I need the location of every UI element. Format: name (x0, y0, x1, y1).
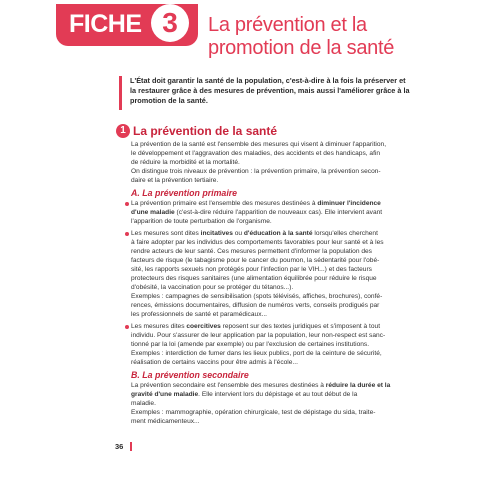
paragraph-line: à faire adopter par les individus des comportements favorables pour leur santé et à les (131, 239, 384, 246)
intro-line: promotion de la santé. (130, 96, 208, 105)
paragraph-line: La prévention secondaire est l'ensemble des mesures destinées à réduire la durée et la (131, 382, 391, 389)
fiche-number-badge: 3 (151, 4, 189, 42)
paragraph-line: sité, les rapports sexuels non protégés pour l'infection par le VIH...) et des facteurs (131, 266, 372, 273)
paragraph-line: protecteurs des risques sanitaires (une alimentation équilibrée pour réduire le risque (131, 275, 377, 282)
page-number-divider (130, 442, 132, 451)
paragraph-line: l'apparition de toute perturbation de l'organisme. (131, 218, 272, 225)
paragraph-line: Exemples : mammographie, opération chirurgicale, test de dépistage du sida, traite- (131, 409, 376, 416)
paragraph-line: ment médicamenteux... (131, 418, 200, 425)
section-number-badge: 1 (116, 124, 130, 138)
paragraph-line: tionné par la loi (amende par exemple) ou par l'exclusion de certaines institutions. (131, 341, 370, 348)
paragraph-line: d'obésité, la vaccination pour se protéger du tétanos...). (131, 284, 294, 291)
paragraph-line: d'une maladie (c'est-à-dire réduire l'apparition de nouveaux cas). Elle intervient avant (131, 209, 383, 216)
intro-line: la restaurer grâce à des mesures de prévention, mais aussi l'améliorer grâce à la (130, 86, 410, 95)
intro-accent-bar (119, 76, 122, 110)
subsection-title-b: B. La prévention secondaire (131, 370, 249, 380)
paragraph-line: réalisation de certains vaccins pour être admis à l'école... (131, 359, 298, 366)
paragraph-line: maladie. (131, 400, 156, 407)
paragraph-line: Les mesures sont dites incitatives ou d'éducation à la santé lorsqu'elles cherchent (131, 230, 378, 237)
page-title-line2: promotion de la santé (208, 37, 395, 59)
paragraph-line: gravité d'une maladie. Elle intervient lors du dépistage et au tout début de la (131, 391, 358, 398)
paragraph-line: individu. Pour s'assurer de leur application par la population, leur non-respect est sanc- (131, 332, 386, 339)
fiche-label: FICHE (69, 10, 142, 38)
paragraph-line: daire et la prévention tertiaire. (131, 177, 219, 184)
bullet-item (131, 322, 457, 367)
paragraph-line: de réduire la morbidité et la mortalité. (131, 159, 240, 166)
paragraph-line: Exemples : campagnes de sensibilisation (spots télévisés, affiches, brochures), confé- (131, 293, 383, 300)
paragraph-line: On distingue trois niveaux de prévention : la prévention primaire, la prévention secon- (131, 168, 381, 175)
subsection-title-a: A. La prévention primaire (131, 188, 238, 198)
section-body (131, 140, 457, 426)
page-number: 36 (115, 442, 124, 451)
page-title (208, 14, 458, 60)
intro-text (130, 76, 456, 106)
paragraph-line: Exemples : interdiction de fumer dans les lieux publics, port de la ceinture de sécurité, (131, 350, 382, 357)
bullet-icon (125, 202, 129, 206)
bullet-icon (125, 232, 129, 236)
section-title: La prévention de la santé (133, 124, 278, 138)
paragraph-line: les professionnels de santé et paramédicaux... (131, 311, 267, 318)
paragraph-line: La prévention de la santé est l'ensemble des mesures qui visent à diminuer l'apparition, (131, 141, 387, 148)
paragraph-line: rendre acteurs de leur santé. Ces mesures permettent d'informer la population des (131, 248, 372, 255)
paragraph-line: facteurs de risque (le tabagisme pour le cancer du poumon, la sédentarité pour l'obé- (131, 257, 380, 264)
page-title-line1: La prévention et la (208, 14, 367, 36)
paragraph-line: La prévention primaire est l'ensemble des mesures destinées à diminuer l'incidence (131, 200, 381, 207)
paragraph-line: le développement et l'aggravation des maladies, des accidents et des handicaps, afin (131, 150, 381, 157)
bullet-icon (125, 325, 129, 329)
paragraph-line: rences, émissions documentaires, diffusion de numéros verts, conseils prodigués par (131, 302, 380, 309)
bullet-item (131, 199, 457, 226)
intro-line: L'État doit garantir la santé de la population, c'est-à-dire à la fois la préserver et (130, 76, 406, 85)
bullet-item (131, 229, 457, 319)
paragraph-line: Les mesures dites coercitives reposent sur des textes juridiques et s'imposent à tout (131, 323, 381, 330)
